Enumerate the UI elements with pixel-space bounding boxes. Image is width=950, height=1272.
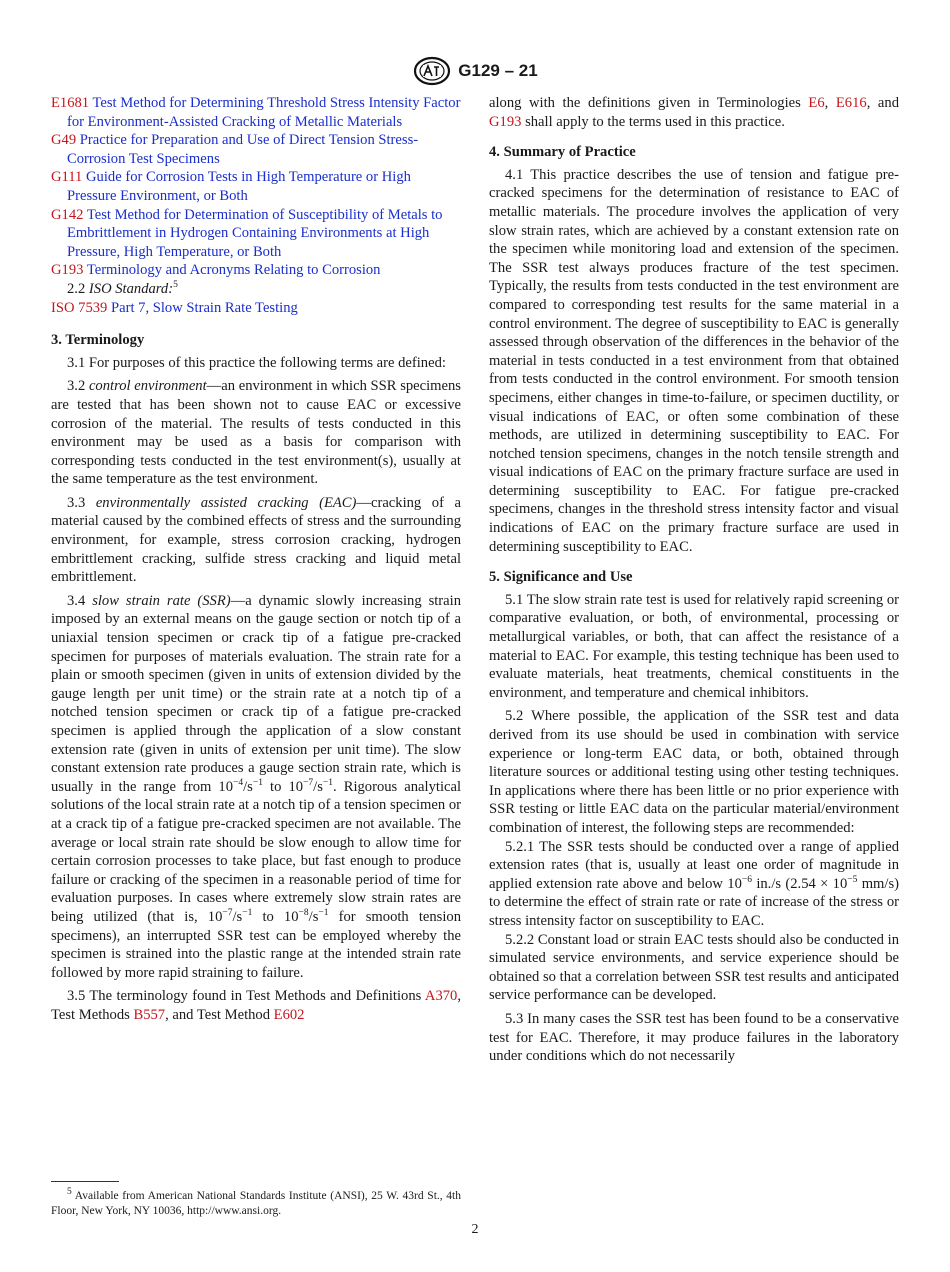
reference-link[interactable]: E6 xyxy=(808,95,825,111)
paragraph-3-5: 3.5 The terminology found in Test Methods and Definitions A370, Test Methods B557, and Test Method E602 xyxy=(51,988,461,1023)
reference-code: G142 xyxy=(51,206,84,223)
reference-item[interactable] xyxy=(51,261,461,280)
reference-item[interactable] xyxy=(51,131,461,168)
references-list xyxy=(51,94,461,280)
reference-item[interactable] xyxy=(51,94,461,131)
reference-title: Part 7, Slow Strain Rate Testing xyxy=(111,299,298,316)
footnote-text: Available from American National Standards Institute (ANSI), 25 W. 43rd St., 4th Floor, New York, NY 10036, http://www.ansi.org. xyxy=(51,1190,461,1217)
right-column xyxy=(489,94,899,1066)
paragraph-3-2: 3.2 control environment—an environment in which SSR specimens are tested that has been shown not to cause EAC or excessive corrosion of the material. The results of tests conducted in this environment may be used as a basis for comparison with corresponding tests conducted in the test environment(s), usually at the same temperature as the test environment. xyxy=(51,378,461,488)
reference-title: Test Method for Determining Threshold Stress Intensity Factor for Environment-Assisted Cracking of Metallic Materials xyxy=(67,95,461,130)
paragraph-5-2-1: 5.2.1 The SSR tests should be conducted over a range of applied extension rates (that is, usually at least one order of magnitude in applied extension rate above and below $10^{-6}$ in./s ($2.54 \times 10^{-5}$ mm/s) to determine the effect of strain rate or rate of increase of the stress or stress intensity factor on susceptibility to EAC. xyxy=(489,838,899,929)
footnote xyxy=(51,1189,461,1219)
reference-link[interactable]: A370 xyxy=(424,988,458,1005)
reference-title: Guide for Corrosion Tests in High Temperature or High Pressure Environment, or Both xyxy=(67,169,411,204)
reference-link[interactable]: E602 xyxy=(273,1006,305,1023)
paragraph-3-1: 3.1 For purposes of this practice the following terms are defined: xyxy=(67,354,446,371)
iso-standard-label: 2.2 ISO Standard:$^5$ xyxy=(67,280,178,297)
page-number: 2 xyxy=(471,1222,479,1237)
reference-item[interactable] xyxy=(51,168,461,205)
reference-code: G111 xyxy=(51,169,83,186)
iso-reference-item[interactable] xyxy=(51,299,461,318)
paragraph-5-1: 5.1 The slow strain rate test is used for relatively rapid screening or comparative evaluation, or both, of environmental, processing or metallurgical variables, or both, that can affect the resistance of a material to EAC. For example, this testing technique has been used to evaluate materials, heat treatments, chemical constituents in the environment, and temperature and chemical inhibitors. xyxy=(489,591,899,701)
reference-title: Terminology and Acronyms Relating to Corrosion xyxy=(86,262,381,279)
section-heading-terminology: 3. Terminology xyxy=(51,332,145,349)
paragraph-4-1: 4.1 This practice describes the use of tension and fatigue pre-cracked specimens for the determination of resistance to EAC of metallic materials. The procedure involves the application of very slow strain rates, which are achieved by a constant extension rate on the specimen while monitoring load and extension of the specimen. The SSR test always produces fracture of the test specimen. Typically, the results from tests conducted in the test environment are compared to corresponding test results for the same material in a control environment. The degree of susceptibility to EAC is generally assessed through observation of the differences in the behavior of the material in tests conducted in a test environment from that obtained from tests conducted in the control environment. For smooth tension specimens, either changes in time-to-failure, or specimen ductility, or visual indications of EAC, or often some combination of these methods, are utilized in determining susceptibility to EAC. For notched tension specimens, changes in the notch tensile strength and visual indications of EAC on the primary fracture surface are used in determining susceptibility to EAC. For fatigue pre-cracked specimens, changes in the threshold stress intensity factor and visual indications of EAC on the primary fracture surface are used in determining susceptibility to EAC. xyxy=(489,166,899,555)
astm-logo-icon xyxy=(412,56,452,86)
reference-code: ISO 7539 xyxy=(51,299,108,316)
paragraph-5-3: 5.3 In many cases the SSR test has been found to be a conservative test for EAC. Therefore, it may produce failures in the laboratory under conditions which do not necessarily xyxy=(489,1010,899,1065)
paragraph-3-4: 3.4 slow strain rate (SSR)—a dynamic slowly increasing strain imposed by an external means on the gauge section or notch tip of a uniaxial tension specimen or crack tip of a fatigue pre-cracked specimen for purposes of materials evaluation. The strain rate for a plain or smooth specimen (given in units of extension divided by the gauge length per unit time) or the strain rate at a notch tip of a notched tension specimen or crack tip of a fatigue pre-cracked specimen is applied through the application of a slow constant extension rate (given in units of extension per unit time). The slow constant extension rate produces a gauge section strain rate, which is usually in the range from $10^{-4}/s^{-1}$ to $10^{-7}/s^{-1}$. Rigorous analytical solutions of the local strain rate at a notch tip of a tension specimen or at a crack tip of a fatigue pre-cracked specimen are not available. The average or local strain rate should be slow enough to allow time for certain corrosion processes to take place, but fast enough to produce failure or cracking of the specimen in a reasonable period of time for evaluation purposes. In cases where extremely slow strain rates are being utilized (that is, $10^{-7}/s^{-1}$ to $10^{-8}/s^{-1}$ for smooth tension specimens), an interrupted SSR test can be employed whereby the specimen is strained into the plastic range at the intended strain rate followed by more rapid straining to failure. xyxy=(51,592,462,981)
reference-link[interactable]: G193 xyxy=(489,113,522,130)
left-column xyxy=(51,94,461,1025)
page-header xyxy=(0,56,950,86)
reference-item[interactable] xyxy=(51,206,461,262)
paragraph-5-2-2: 5.2.2 Constant load or strain EAC tests should also be conducted in simulated service environments, and service experience should be obtained so that a correlation between SSR test results and anticipated service performance can be developed. xyxy=(489,931,899,1004)
document-designation: G129 – 21 xyxy=(458,61,538,80)
footnote-divider xyxy=(51,1181,119,1182)
reference-code: G193 xyxy=(51,262,84,279)
paragraph-3-3: 3.3 environmentally assisted cracking (EAC)—cracking of a material caused by the combined effects of stress and the surrounding environment, for example, stress corrosion cracking, hydrogen embrittlement cracking, sulfide stress cracking and liquid metal embrittlement. xyxy=(51,494,461,586)
reference-code: G49 xyxy=(51,132,77,149)
reference-title: Test Method for Determination of Susceptibility of Metals to Embrittlement in Hydrogen Containing Environments at High Pressure, High Temperature, or Both xyxy=(67,206,443,260)
section-heading-significance: 5. Significance and Use xyxy=(489,569,633,586)
reference-code: E1681 xyxy=(51,95,90,111)
paragraph-5-2: 5.2 Where possible, the application of the SSR test and data derived from its use should be used in combination with service experience or long-term EAC data, or both, obtained through literature sources or additional testing using other testing techniques. In applications where there has been little or no prior experience with SSR testing or little EAC data on the particular material/environment combination of interest, the following steps are recommended: xyxy=(489,708,899,836)
reference-link[interactable]: B557 xyxy=(133,1006,166,1023)
footnote-mark: 5 xyxy=(67,1187,72,1198)
reference-title: Practice for Preparation and Use of Direct Tension Stress-Corrosion Test Specimens xyxy=(67,132,419,167)
paragraph-3-5-continued: along with the definitions given in Terminologies E6, E616, and G193 shall apply to the terms used in this practice. xyxy=(489,95,900,130)
section-heading-summary: 4. Summary of Practice xyxy=(489,144,636,161)
reference-link[interactable]: E616 xyxy=(835,95,867,111)
